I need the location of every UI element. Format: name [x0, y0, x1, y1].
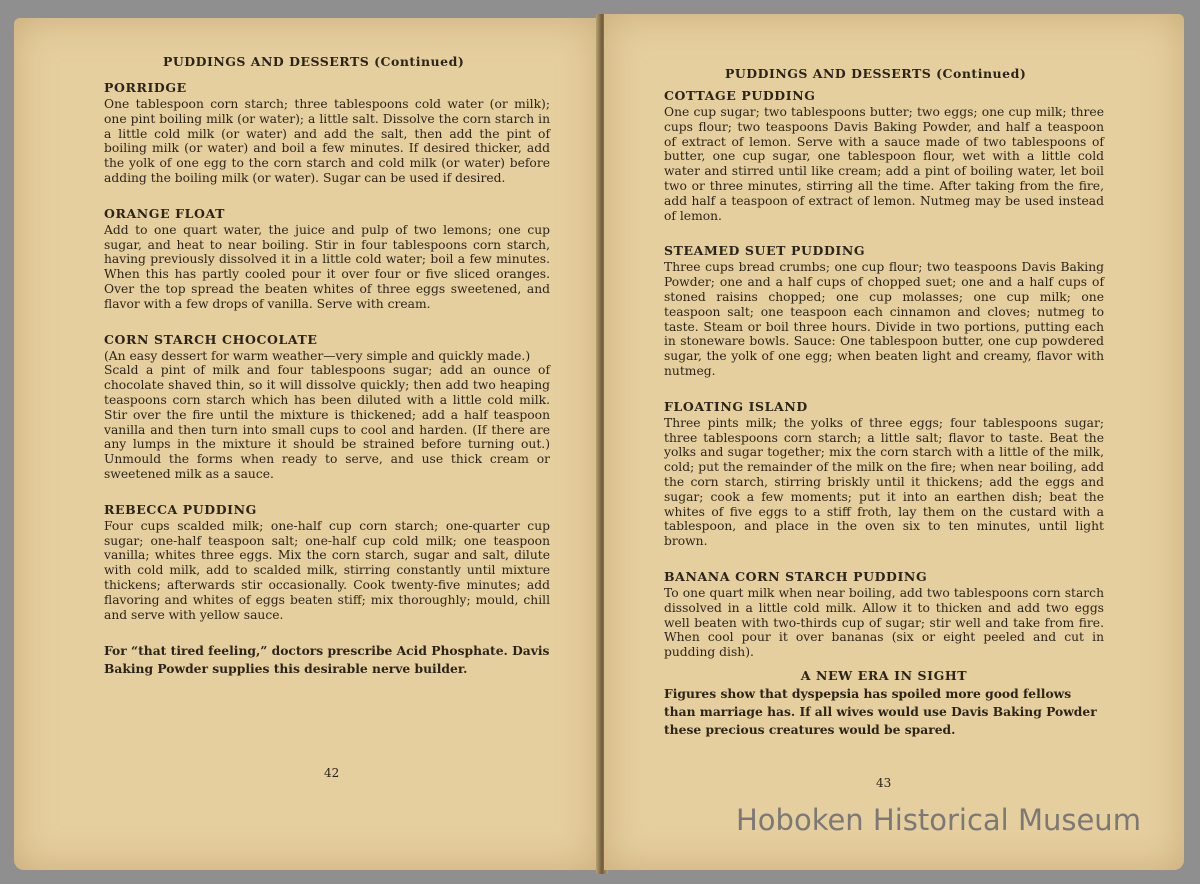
page-number: 43 — [876, 776, 892, 790]
museum-watermark: Hoboken Historical Museum — [736, 803, 1141, 837]
recipe-title: REBECCA PUDDING — [104, 501, 257, 517]
recipe — [104, 80, 550, 186]
recipe-body: One cup sugar; two tablespoons butter; two eggs; one cup milk; three cups flour; two teaspoons Davis Baking Powder, and half a teaspoon of extract of lemon. Serve with a sauce made of two tablespoons of butter, one cup sugar, one tablespoon flour, wet with a little cold water and stirred until like cream; add a pint of boiling water, let boil two or three minutes, stirring all the time. After taking from the fire, add half a teaspoon of extract of lemon. Nutmeg may be used instead of lemon. — [664, 105, 1104, 223]
right-page — [604, 14, 1184, 870]
recipe-title: STEAMED SUET PUDDING — [664, 243, 866, 259]
recipe-body: Add to one quart water, the juice and pulp of two lemons; one cup sugar, and heat to near boiling. Stir in four tablespoons corn starch, having previously dissolved it in a little cold water; boil a few minutes. When this has partly cooled pour it over four or five sliced oranges. Over the top spread the beaten whites of three eggs sweetened, and flavor with a few drops of vanilla. Serve with cream. — [104, 222, 550, 311]
page-header: PUDDINGS AND DESSERTS (Continued) — [725, 66, 1027, 81]
recipe-title: ORANGE FLOAT — [104, 205, 226, 221]
advertisement-note: Figures show that dyspepsia has spoiled more good fellows than marriage has. If all wives would use Davis Baking Powder these precious creatures would be spared. — [664, 685, 1097, 737]
recipe — [104, 332, 550, 482]
recipe — [664, 569, 1104, 660]
recipe-title: CORN STARCH CHOCOLATE — [104, 331, 318, 347]
recipe-title: COTTAGE PUDDING — [664, 88, 816, 103]
recipe — [664, 88, 1104, 223]
recipe-title: PORRIDGE — [104, 80, 187, 95]
recipe — [104, 206, 550, 312]
page-header: PUDDINGS AND DESSERTS (Continued) — [163, 54, 465, 69]
recipe-title: FLOATING ISLAND — [664, 398, 808, 414]
recipe-body: To one quart milk when near boiling, add two tablespoons corn starch dissolved in a little cold milk. Allow it to thicken and add two eggs well beaten with two-thirds cup of sugar; stir well and take from fire. When cool pour it over bananas (six or eight peeled and cut in pudding dish). — [664, 585, 1104, 660]
recipe-body: Scald a pint of milk and four tablespoons sugar; add an ounce of chocolate shaved thin, so it will dissolve quickly; then add two heaping teaspoons corn starch which has been diluted with a little cold milk. Stir over the fire until the mixture is thickened; add a half teaspoon vanilla and then turn into small cups to cool and harden. (If there are any lumps in the mixture it should be strained before turning out.) Unmould the forms when ready to serve, and use thick cream or sweetened milk as a sauce. — [104, 363, 550, 481]
left-page — [14, 18, 598, 870]
recipe-body: Three pints milk; the yolks of three eggs; four tablespoons sugar; three tablespoons corn starch; a little salt; flavor to taste. Beat the yolks and sugar together; mix the corn starch with a little of the milk, cold; put the remainder of the milk on the fire; when near boiling, add the corn starch, stirring briskly until it thickens; add the eggs and sugar; cook a few moments; put it into an earthen dish; beat the whites of five eggs to a stiff froth, lay them on the custard with a tablespoon, and place in the oven six to ten minutes, until light brown. — [664, 415, 1104, 549]
recipe-body: One tablespoon corn starch; three tablespoons cold water (or milk); one pint boiling milk (or water); a little salt. Dissolve the corn starch in a little cold milk (or water) and add the salt, then add the pint of boiling milk (or water) and boil a few minutes. If desired thicker, add the yolk of one egg to the corn starch and cold milk (or water) before adding the boiling milk (or water). Sugar can be used if desired. — [104, 97, 550, 185]
recipe — [664, 399, 1104, 549]
page-number: 42 — [324, 766, 340, 780]
closing-title: A NEW ERA IN SIGHT — [800, 667, 968, 683]
recipe-body: Four cups scalded milk; one-half cup corn starch; one-quarter cup sugar; one-half teaspoon salt; one-half cup cold milk; one teaspoon vanilla; whites three eggs. Mix the corn starch, sugar and salt, dilute with cold milk, add to scalded milk, stirring constantly until mixture thickens; afterwards stir occasionally. Cook twenty-five minutes; add flavoring and whites of eggs beaten stiff; mix thoroughly; mould, chill and serve with yellow sauce. — [104, 518, 550, 622]
page-content — [664, 88, 1104, 751]
recipe — [104, 502, 550, 623]
advertisement-note: For “that tired feeling,” doctors prescribe Acid Phosphate. Davis Baking Powder supplies this desirable nerve builder. — [104, 643, 550, 677]
recipe-body: Three cups bread crumbs; one cup flour; two teaspoons Davis Baking Powder; one and a half cups of chopped suet; one and a half cups of stoned raisins chopped; one cup molasses; one cup milk; one teaspoon salt; one teaspoon each cinnamon and cloves; nutmeg to taste. Steam or boil three hours. Divide in two portions, putting each in stoneware bowls. Sauce: One tablespoon butter, one cup powdered sugar, the yolk of one egg; when beaten light and creamy, flavor with nutmeg. — [664, 260, 1104, 378]
recipe-subtitle: (An easy dessert for warm weather—very simple and quickly made.) — [104, 348, 531, 363]
page-content — [104, 80, 550, 691]
recipe — [664, 243, 1104, 378]
recipe-title: BANANA CORN STARCH PUDDING — [664, 568, 928, 584]
